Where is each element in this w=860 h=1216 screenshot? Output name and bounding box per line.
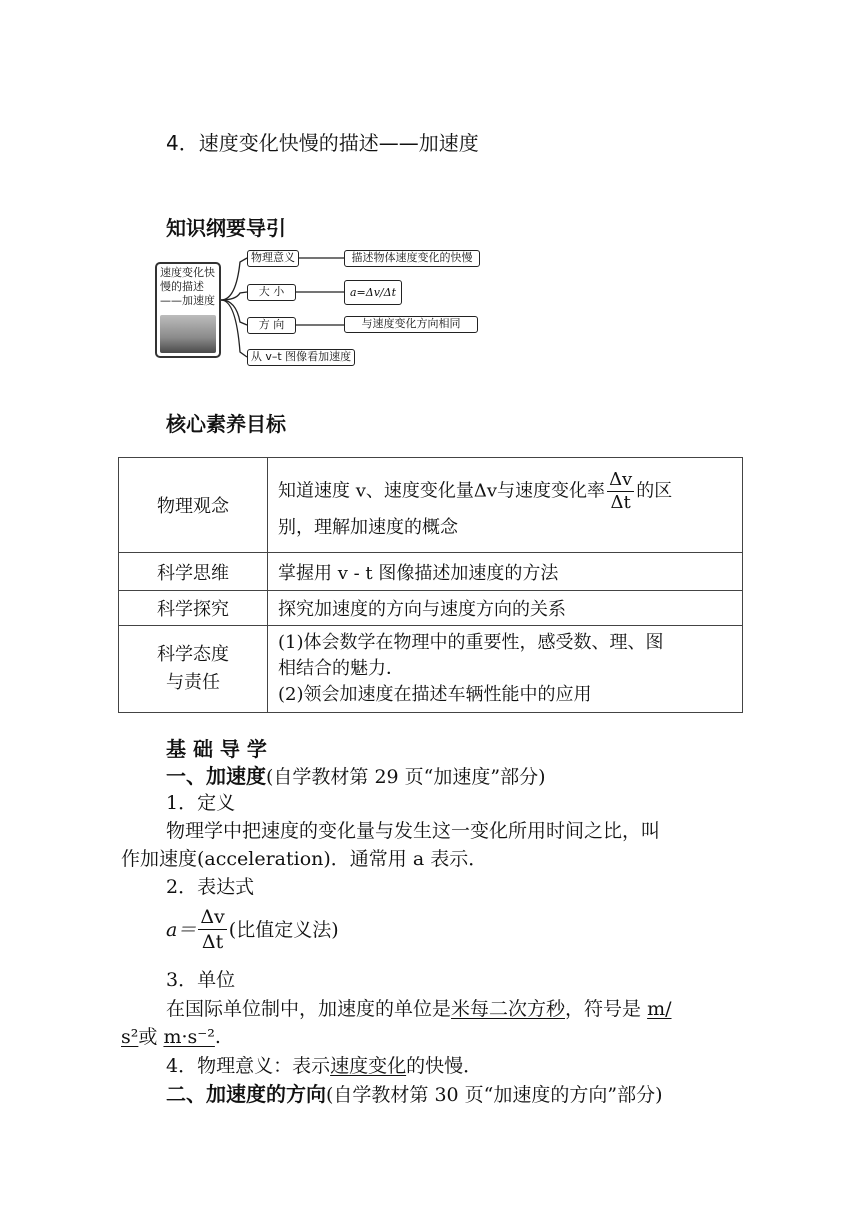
- fraction-denominator: Δt: [610, 491, 631, 513]
- formula-fraction: [198, 905, 226, 954]
- section1-note: (自学教材第 29 页“加速度”部分): [266, 766, 546, 788]
- fraction-numerator: Δv: [609, 468, 633, 490]
- section2-title: 二、加速度的方向: [166, 1082, 326, 1106]
- unit-line: [166, 996, 672, 1022]
- goal-key: 科学探究: [119, 591, 268, 626]
- unit-name: 米每二次方秒: [451, 998, 566, 1020]
- table-row: [119, 591, 743, 626]
- branch-meaning: 物理意义: [247, 250, 299, 267]
- branch-direction-detail: 与速度变化方向相同: [344, 316, 478, 333]
- goal-text: (1)体会数学在物理中的重要性，感受数、理、图: [278, 632, 664, 653]
- unit-or: 或: [138, 1026, 158, 1048]
- goal-value: [268, 458, 743, 553]
- branch-direction: 方 向: [247, 317, 296, 334]
- mindmap-root-label: 速度变化快 慢的描述 ——加速度: [160, 266, 215, 307]
- expression-title: 2．表达式: [166, 876, 255, 898]
- goal-text: (2)领会加速度在描述车辆性能中的应用: [278, 684, 592, 705]
- mindmap-heading: 知识纲要导引: [166, 216, 286, 240]
- table-row: [119, 553, 743, 591]
- goal-key-line: 科学态度: [157, 644, 229, 665]
- meaning-underlined: 速度变化: [330, 1055, 407, 1077]
- branch-vt-graph: 从 v–t 图像看加速度: [247, 349, 355, 366]
- goal-key: [119, 626, 268, 713]
- unit-title: 3．单位: [166, 969, 236, 991]
- section1-title: 一、加速度: [166, 764, 266, 788]
- goal-value: [268, 626, 743, 713]
- goal-key-line: 与责任: [166, 672, 220, 693]
- meaning-line: [166, 1053, 482, 1079]
- table-row: [119, 626, 743, 713]
- branch-magnitude-formula: a=Δv/Δt: [344, 280, 402, 305]
- expression-formula: [166, 905, 339, 954]
- goals-table: [118, 457, 743, 713]
- guide-heading: 基 础 导 学: [166, 737, 267, 761]
- fraction-denominator: Δt: [201, 931, 224, 953]
- goal-text: 的区: [636, 480, 673, 501]
- unit-symbol-alt: m·s⁻²: [163, 1026, 215, 1048]
- goal-key: 物理观念: [119, 458, 268, 553]
- page-title: 4．速度变化快慢的描述——加速度: [166, 131, 479, 155]
- formula-lhs: a＝: [166, 918, 197, 941]
- unit-end: .: [214, 1026, 221, 1048]
- goal-value: 掌握用 v - t 图像描述加速度的方法: [268, 553, 743, 591]
- definition-line: 作加速度(acceleration)．通常用 a 表示．: [121, 848, 488, 870]
- meaning-text: 的快慢．: [406, 1055, 483, 1077]
- definition-title: 1．定义: [166, 792, 236, 814]
- definition-line: 物理学中把速度的变化量与发生这一变化所用时间之比，叫: [166, 820, 661, 842]
- table-row: [119, 458, 743, 553]
- unit-text: ，符号是: [565, 998, 642, 1020]
- goal-text: 相结合的魅力．: [278, 658, 404, 679]
- unit-text: 在国际单位制中，加速度的单位是: [166, 998, 452, 1020]
- unit-symbol: s²: [121, 1026, 139, 1048]
- goal-key: 科学思维: [119, 553, 268, 591]
- formula-note: (比值定义法): [228, 918, 339, 941]
- mindmap-connectors: [0, 0, 860, 400]
- section2-note: (自学教材第 30 页“加速度的方向”部分): [326, 1084, 663, 1106]
- section2-heading: [166, 1081, 663, 1108]
- meaning-text: 4．物理意义：表示: [166, 1055, 331, 1077]
- goal-text: 知道速度 v、速度变化量Δv与速度变化率: [278, 480, 606, 501]
- unit-symbol: m/: [647, 998, 672, 1020]
- goal-text: 别，理解加速度的概念: [278, 516, 458, 538]
- goals-heading: 核心素养目标: [166, 412, 286, 436]
- fraction-numerator: Δv: [200, 906, 225, 928]
- branch-meaning-detail: 描述物体速度变化的快慢: [344, 250, 480, 267]
- goal-value: 探究加速度的方向与速度方向的关系: [268, 591, 743, 626]
- unit-line: [121, 1024, 221, 1050]
- rate-fraction: [607, 469, 634, 514]
- section1-heading: [166, 763, 546, 790]
- branch-magnitude: 大 小: [247, 284, 296, 301]
